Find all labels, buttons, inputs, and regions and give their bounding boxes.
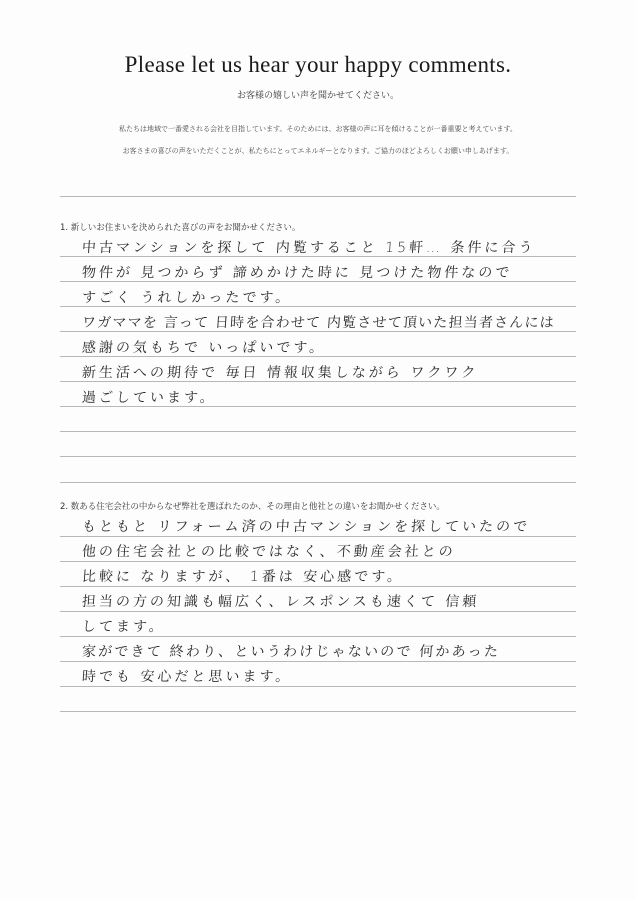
- page-title: Please let us hear your happy comments.: [124, 52, 512, 77]
- answer-2-text: 担当の方の知識も幅広く、レスポンスも速くて 信頼: [81, 594, 480, 610]
- answer-2-text: 比較に なりますが、 1番は 安心感です。: [81, 569, 405, 585]
- answer-1-text: 過ごしています。: [81, 390, 218, 406]
- answer-1-text: 新生活への期待で 毎日 情報収集しながら ワクワク: [81, 365, 479, 381]
- answer-line: [60, 561, 576, 562]
- page-subtitle: お客様の嬉しい声を聞かせてください。: [236, 91, 399, 101]
- answer-line: [60, 586, 576, 587]
- answer-line: [60, 686, 576, 687]
- answer-1-text: 物件が 見つからず 諦めかけた時に 見つけた物件なので: [81, 265, 513, 281]
- answer-1-text: 感謝の気もちで いっぱいです。: [81, 340, 327, 356]
- answer-line: [60, 661, 576, 662]
- answer-line: [60, 536, 576, 537]
- answer-line: [60, 711, 576, 712]
- intro-line-2: お客さまの喜びの声をいただくことが、私たちにとってエネルギーとなります。ご協力のほどよろしくお願い申しあげます。: [122, 147, 514, 155]
- answer-line: [60, 636, 576, 637]
- answer-line: [60, 456, 576, 457]
- answer-2-text: 家ができて 終わり、というわけじゃないので 何かあった: [81, 644, 501, 660]
- answer-1-text: すごく うれしかったです。: [81, 290, 293, 306]
- answer-1-text: ワガママを 言って 日時を合わせて 内覧させて頂いた担当者さんには: [81, 315, 556, 331]
- answer-line: [60, 611, 576, 612]
- question-2-label: 2. 数ある住宅会社の中からなぜ弊社を選ばれたのか、その理由と他社との違いをお聞かせください。: [60, 502, 445, 512]
- answer-1-text: 中古マンションを探して 内覧すること 15軒… 条件に合う: [81, 240, 537, 256]
- answer-2-text: してます。: [81, 619, 167, 635]
- answer-2-text: 時でも 安心だと思います。: [81, 669, 293, 685]
- divider: [60, 196, 576, 197]
- answer-2-text: 他の住宅会社との比較ではなく、不動産会社との: [81, 544, 457, 560]
- answer-line: [60, 431, 576, 432]
- question-1-label: 1. 新しいお住まいを決められた喜びの声をお聞かせください。: [60, 223, 301, 233]
- intro-line-1: 私たちは地域で一番愛される会社を目指しています。そのためには、お客様の声に耳を傾けることが一番重要と考えています。: [119, 125, 517, 133]
- answer-line: [60, 482, 576, 483]
- answer-2-text: もともと リフォーム済の中古マンションを探していたので: [81, 519, 531, 535]
